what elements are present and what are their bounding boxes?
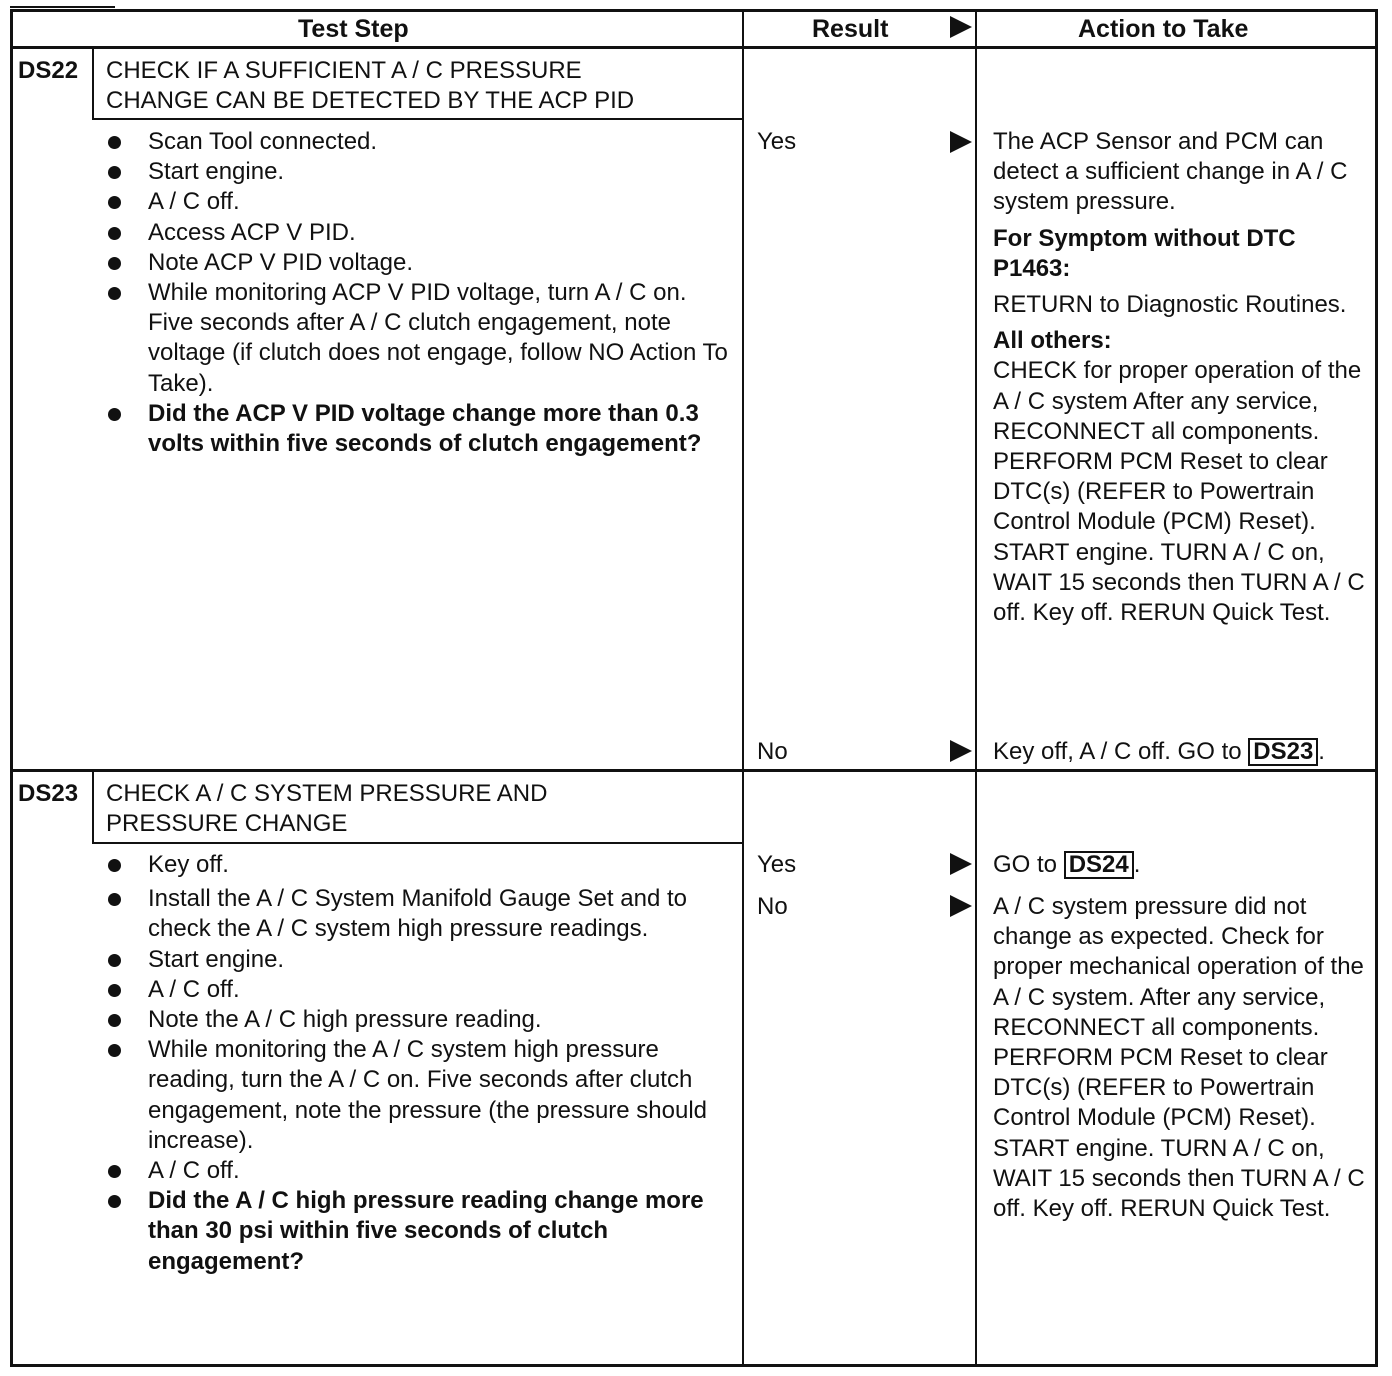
question-item: Did the ACP V PID voltage change more than 0.3 volts within five seconds of clutch engagement? xyxy=(110,399,730,459)
col-divider-result xyxy=(742,9,744,1367)
header-action: Action to Take xyxy=(1078,15,1249,43)
ds22-code: DS22 xyxy=(18,57,79,84)
ds23-steps xyxy=(110,850,730,1277)
ds22-others-action: CHECK for proper operation of the A / C system After any service, RECONNECT all components. PERFORM PCM Reset to clear DTC(s) (REFER to Powertrain Control Module (PCM) Reset). START engine. TURN A / C on, WAIT 15 seconds then TURN A / C off. Key off. RERUN Quick Test. xyxy=(993,357,1365,627)
ds22-title-line1: CHECK IF A SUFFICIENT A / C PRESSURE xyxy=(106,57,582,84)
list-item: A / C off. xyxy=(110,975,730,1005)
header-divider xyxy=(10,46,1378,49)
ds22-yes-intro: The ACP Sensor and PCM can detect a sufficient change in A / C system pressure. xyxy=(993,128,1348,216)
ds23-title-line2: PRESSURE CHANGE xyxy=(106,810,348,837)
ds22-no-action: Key off, A / C off. GO to DS23 . xyxy=(993,738,1325,765)
ds22-steps xyxy=(110,127,730,459)
ds22-no-arrow-icon xyxy=(950,740,972,762)
top-rule xyxy=(10,6,115,8)
question-item: Did the A / C high pressure reading change more than 30 psi within five seconds of clutch engagement? xyxy=(110,1186,730,1277)
ds23-yes-action: GO to DS24 . xyxy=(993,851,1141,878)
ds23-result-no: No xyxy=(757,893,788,920)
title-underline-ds22 xyxy=(92,118,742,120)
ds23-yes-arrow-icon xyxy=(950,853,972,875)
bullet-icon xyxy=(108,408,121,421)
bullet-icon xyxy=(108,166,121,179)
code-divider-ds22 xyxy=(92,49,94,119)
list-item: Key off. xyxy=(110,850,730,880)
ds23-code: DS23 xyxy=(18,780,79,807)
code-divider-ds23 xyxy=(92,772,94,842)
list-item: Install the A / C System Manifold Gauge Set and to check the A / C system high pressure readings. xyxy=(110,884,730,944)
header-test-step: Test Step xyxy=(298,15,409,43)
ds23-link[interactable]: DS23 xyxy=(1248,738,1318,766)
ds22-result-no: No xyxy=(757,738,788,765)
ds23-result-yes: Yes xyxy=(757,851,797,878)
ds24-link[interactable]: DS24 xyxy=(1064,851,1134,879)
ds22-others-heading: All others: xyxy=(993,327,1112,355)
ds22-symptom-heading: For Symptom without DTC P1463: xyxy=(993,224,1296,282)
title-underline-ds23 xyxy=(92,842,742,844)
bullet-icon xyxy=(108,1044,121,1057)
ds22-result-yes: Yes xyxy=(757,128,797,155)
bullet-icon xyxy=(108,1195,121,1208)
bullet-icon xyxy=(108,136,121,149)
bullet-icon xyxy=(108,954,121,967)
bullet-icon xyxy=(108,227,121,240)
list-item: Note ACP V PID voltage. xyxy=(110,248,730,278)
bullet-icon xyxy=(108,859,121,872)
ds23-no-action: A / C system pressure did not change as expected. Check for proper mechanical operation of the A / C system. After any service, RECONNECT all components. PERFORM PCM Reset to clear DTC(s) (REFER to Powertrain Control Module (PCM) Reset). START engine. TURN A / C on, WAIT 15 seconds then TURN A / C off. Key off. RERUN Quick Test. xyxy=(993,893,1365,1223)
ds22-symptom-action: RETURN to Diagnostic Routines. xyxy=(993,291,1347,319)
list-item: A / C off. xyxy=(110,1156,730,1186)
list-item: Access ACP V PID. xyxy=(110,218,730,248)
bullet-icon xyxy=(108,196,121,209)
bullet-icon xyxy=(108,257,121,270)
list-item: Note the A / C high pressure reading. xyxy=(110,1005,730,1035)
ds23-title-line1: CHECK A / C SYSTEM PRESSURE AND xyxy=(106,780,548,807)
ds22-yes-arrow-icon xyxy=(950,131,972,153)
list-item: While monitoring ACP V PID voltage, turn A / C on. Five seconds after A / C clutch engagement, note voltage (if clutch does not engage, follow NO Action To Take). xyxy=(110,278,730,399)
bullet-icon xyxy=(108,1165,121,1178)
list-item: While monitoring the A / C system high pressure reading, turn the A / C on. Five seconds after clutch engagement, note the pressure (the pressure should increase). xyxy=(110,1035,730,1156)
bullet-icon xyxy=(108,287,121,300)
list-item: A / C off. xyxy=(110,187,730,217)
bullet-icon xyxy=(108,893,121,906)
bullet-icon xyxy=(108,984,121,997)
list-item: Start engine. xyxy=(110,157,730,187)
header-result: Result xyxy=(812,15,889,43)
col-divider-action xyxy=(975,9,977,1367)
ds23-no-arrow-icon xyxy=(950,895,972,917)
row-divider-ds23 xyxy=(10,769,1378,772)
ds22-title-line2: CHANGE CAN BE DETECTED BY THE ACP PID xyxy=(106,87,635,114)
bullet-icon xyxy=(108,1014,121,1027)
list-item: Scan Tool connected. xyxy=(110,127,730,157)
header-arrow-icon xyxy=(950,16,972,38)
list-item: Start engine. xyxy=(110,945,730,975)
ds22-yes-action xyxy=(993,127,1373,628)
